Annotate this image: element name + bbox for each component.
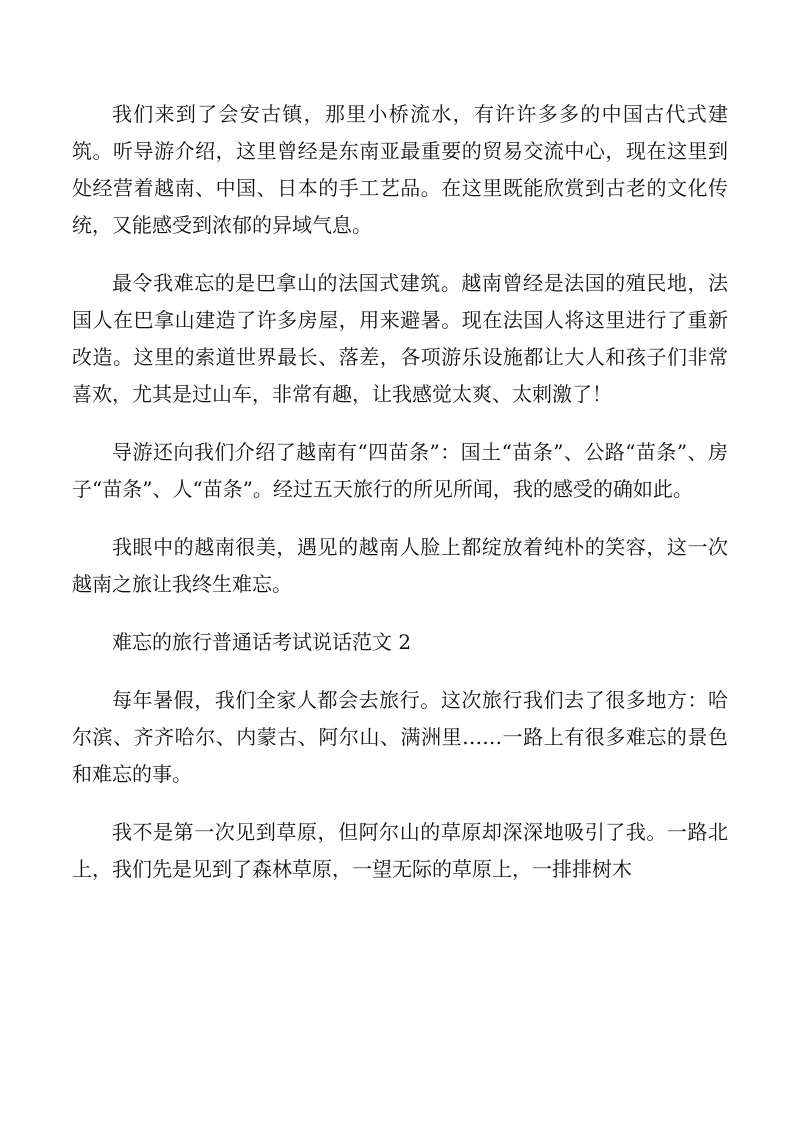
paragraph-four-slim: 导游还向我们介绍了越南有“四苗条”：国土“苗条”、公路“苗条”、房子“苗条”、人“苗条”。经过五天旅行的所见所闻，我的感受的确如此。 xyxy=(72,440,728,501)
section-heading: 难忘的旅行普通话考试说话范文 2 xyxy=(112,630,412,654)
paragraph-vietnam-summary: 我眼中的越南很美，遇见的越南人脸上都绽放着纯朴的笑容，这一次越南之旅让我终生难忘。 xyxy=(72,535,728,596)
paragraph-grassland: 我不是第一次见到草原，但阿尔山的草原却深深地吸引了我。一路北上，我们先是见到了森林草原，一望无际的草原上，一排排树木 xyxy=(72,820,728,881)
paragraph-summer-trip: 每年暑假，我们全家人都会去旅行。这次旅行我们去了很多地方：哈尔滨、齐齐哈尔、内蒙古、阿尔山、满洲里……一路上有很多难忘的景色和难忘的事。 xyxy=(72,688,728,786)
paragraph-bana-hills: 最令我难忘的是巴拿山的法国式建筑。越南曾经是法国的殖民地，法国人在巴拿山建造了许多房屋，用来避暑。现在法国人将这里进行了重新改造。这里的索道世界最长、落差，各项游乐设施都让大人和孩子们非常喜欢，尤其是过山车，非常有趣，让我感觉太爽、太刺激了！ xyxy=(72,271,728,406)
document-page xyxy=(72,96,728,909)
paragraph-hoian: 我们来到了会安古镇，那里小桥流水，有许许多多的中国古代式建筑。听导游介绍，这里曾经是东南亚最重要的贸易交流中心，现在这里到处经营着越南、中国、日本的手工艺品。在这里既能欣赏到古老的文化传统，又能感受到浓郁的异域气息。 xyxy=(72,102,728,237)
